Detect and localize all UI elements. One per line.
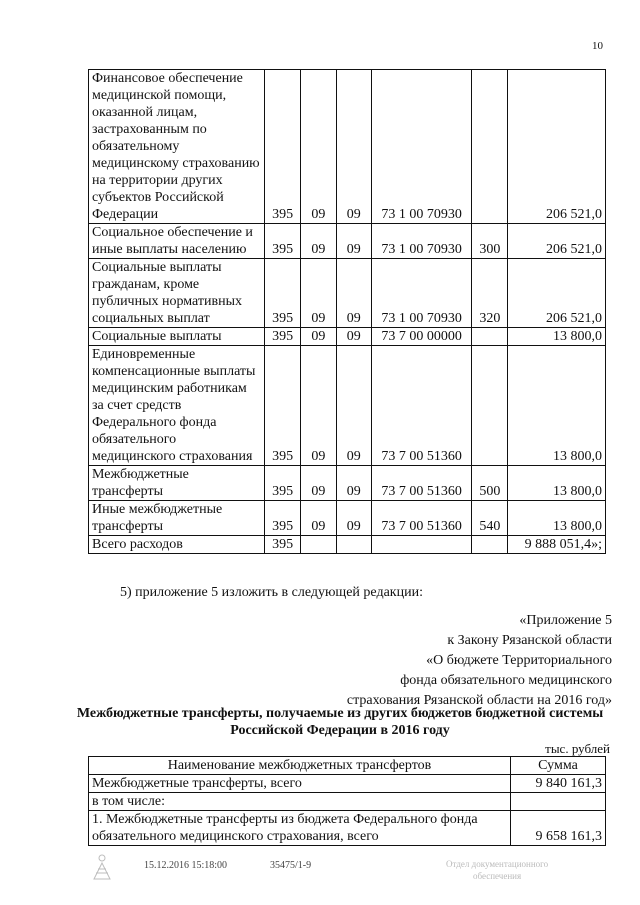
cell-c4: 73 1 00 70930 xyxy=(371,259,471,328)
table-header-row xyxy=(89,757,606,775)
cell-c1: 395 xyxy=(265,224,301,259)
cell-c3: 09 xyxy=(336,259,371,328)
cell-c1: 395 xyxy=(265,259,301,328)
cell-c3: 09 xyxy=(336,224,371,259)
table-row xyxy=(89,259,606,328)
cell-sum: 13 800,0 xyxy=(508,466,606,501)
footer-doc-id: 35475/1-9 xyxy=(270,860,312,871)
cell-name: Социальные выплаты гражданам, кроме публичных нормативных социальных выплат xyxy=(89,259,265,328)
appendix-line: фонда обязательного медицинского xyxy=(400,673,612,688)
cell-c4: 73 1 00 70930 xyxy=(371,224,471,259)
cell-name: Иные межбюджетные трансферты xyxy=(89,501,265,536)
table-row xyxy=(89,346,606,466)
appendix-line: к Закону Рязанской области xyxy=(447,633,612,648)
cell-c2 xyxy=(301,536,336,554)
cell-c2: 09 xyxy=(301,70,336,224)
appendix-line: страхования Рязанской области на 2016 год» xyxy=(346,693,612,708)
cell-sum: 9 840 161,3 xyxy=(511,775,606,793)
cell-c2: 09 xyxy=(301,224,336,259)
cell-c1: 395 xyxy=(265,70,301,224)
table-row xyxy=(89,224,606,259)
cell-name: Единовременные компенсационные выплаты медицинским работникам за счет средств Федерального фонда обязательного медицинского страхования xyxy=(89,346,265,466)
cell-name: Межбюджетные трансферты xyxy=(89,466,265,501)
table-row xyxy=(89,811,606,846)
cell-c3: 09 xyxy=(336,346,371,466)
cell-c4: 73 7 00 00000 xyxy=(371,328,471,346)
cell-c4 xyxy=(371,536,471,554)
watermark-line: обеспечения xyxy=(473,871,522,881)
cell-c4: 73 7 00 51360 xyxy=(371,346,471,466)
transfers-table xyxy=(88,756,606,846)
cell-name: Межбюджетные трансферты, всего xyxy=(89,775,511,793)
appendix-line: «Приложение 5 xyxy=(519,613,612,628)
cell-c3: 09 xyxy=(336,70,371,224)
cell-name: Финансовое обеспечение медицинской помощи, оказанной лицам, застрахованным по обязательному медицинскому страхованию на территории других субъектов Российской Федерации xyxy=(89,70,265,224)
cell-c5 xyxy=(472,536,508,554)
emblem-icon xyxy=(90,853,114,881)
cell-sum: 13 800,0 xyxy=(508,346,606,466)
budget-table xyxy=(88,69,606,554)
cell-c5 xyxy=(472,346,508,466)
cell-c1: 395 xyxy=(265,346,301,466)
cell-c2: 09 xyxy=(301,259,336,328)
cell-c5 xyxy=(472,328,508,346)
cell-c5 xyxy=(472,70,508,224)
cell-c3: 09 xyxy=(336,466,371,501)
cell-c2: 09 xyxy=(301,501,336,536)
cell-sum: 206 521,0 xyxy=(508,70,606,224)
cell-name: Социальное обеспечение и иные выплаты населению xyxy=(89,224,265,259)
cell-c2: 09 xyxy=(301,328,336,346)
cell-c4: 73 7 00 51360 xyxy=(371,501,471,536)
units-label: тыс. рублей xyxy=(545,741,610,756)
cell-c1: 395 xyxy=(265,501,301,536)
header-sum: Сумма xyxy=(511,757,606,775)
cell-sum: 206 521,0 xyxy=(508,224,606,259)
watermark-line: Отдел документационного xyxy=(446,859,549,869)
cell-c1: 395 xyxy=(265,466,301,501)
cell-name: в том числе: xyxy=(89,793,511,811)
table-row xyxy=(89,793,606,811)
table-row xyxy=(89,536,606,554)
footer-date: 15.12.2016 15:18:00 xyxy=(144,860,228,871)
cell-c3: 09 xyxy=(336,501,371,536)
watermark-stamp xyxy=(446,858,548,882)
table-row xyxy=(89,466,606,501)
cell-c1: 395 xyxy=(265,536,301,554)
appendix-line: «О бюджете Территориального xyxy=(426,653,612,668)
cell-name: 1. Межбюджетные трансферты из бюджета Федерального фонда обязательного медицинского страхования, всего xyxy=(89,811,511,846)
table-row xyxy=(89,70,606,224)
cell-c1: 395 xyxy=(265,328,301,346)
cell-c2: 09 xyxy=(301,466,336,501)
cell-c3 xyxy=(336,536,371,554)
cell-sum: 206 521,0 xyxy=(508,259,606,328)
cell-sum xyxy=(511,793,606,811)
cell-c2: 09 xyxy=(301,346,336,466)
table-row xyxy=(89,501,606,536)
cell-c3: 09 xyxy=(336,328,371,346)
cell-name: Всего расходов xyxy=(89,536,265,554)
cell-c4: 73 7 00 51360 xyxy=(371,466,471,501)
table-row xyxy=(89,775,606,793)
cell-c5: 300 xyxy=(472,224,508,259)
section-title: Межбюджетные трансферты, получаемые из других бюджетов бюджетной системы Российской Федерации в 2016 году xyxy=(76,706,604,738)
page-number: 10 xyxy=(592,40,603,52)
appendix-header xyxy=(252,611,612,711)
cell-c5: 540 xyxy=(472,501,508,536)
cell-c5: 500 xyxy=(472,466,508,501)
cell-sum: 9 888 051,4»; xyxy=(508,536,606,554)
cell-c5: 320 xyxy=(472,259,508,328)
instruction-text: 5) приложение 5 изложить в следующей редакции: xyxy=(120,585,423,600)
cell-sum: 13 800,0 xyxy=(508,328,606,346)
cell-c4: 73 1 00 70930 xyxy=(371,70,471,224)
cell-name: Социальные выплаты xyxy=(89,328,265,346)
cell-sum: 9 658 161,3 xyxy=(511,811,606,846)
table-row xyxy=(89,328,606,346)
header-name: Наименование межбюджетных трансфертов xyxy=(89,757,511,775)
cell-sum: 13 800,0 xyxy=(508,501,606,536)
